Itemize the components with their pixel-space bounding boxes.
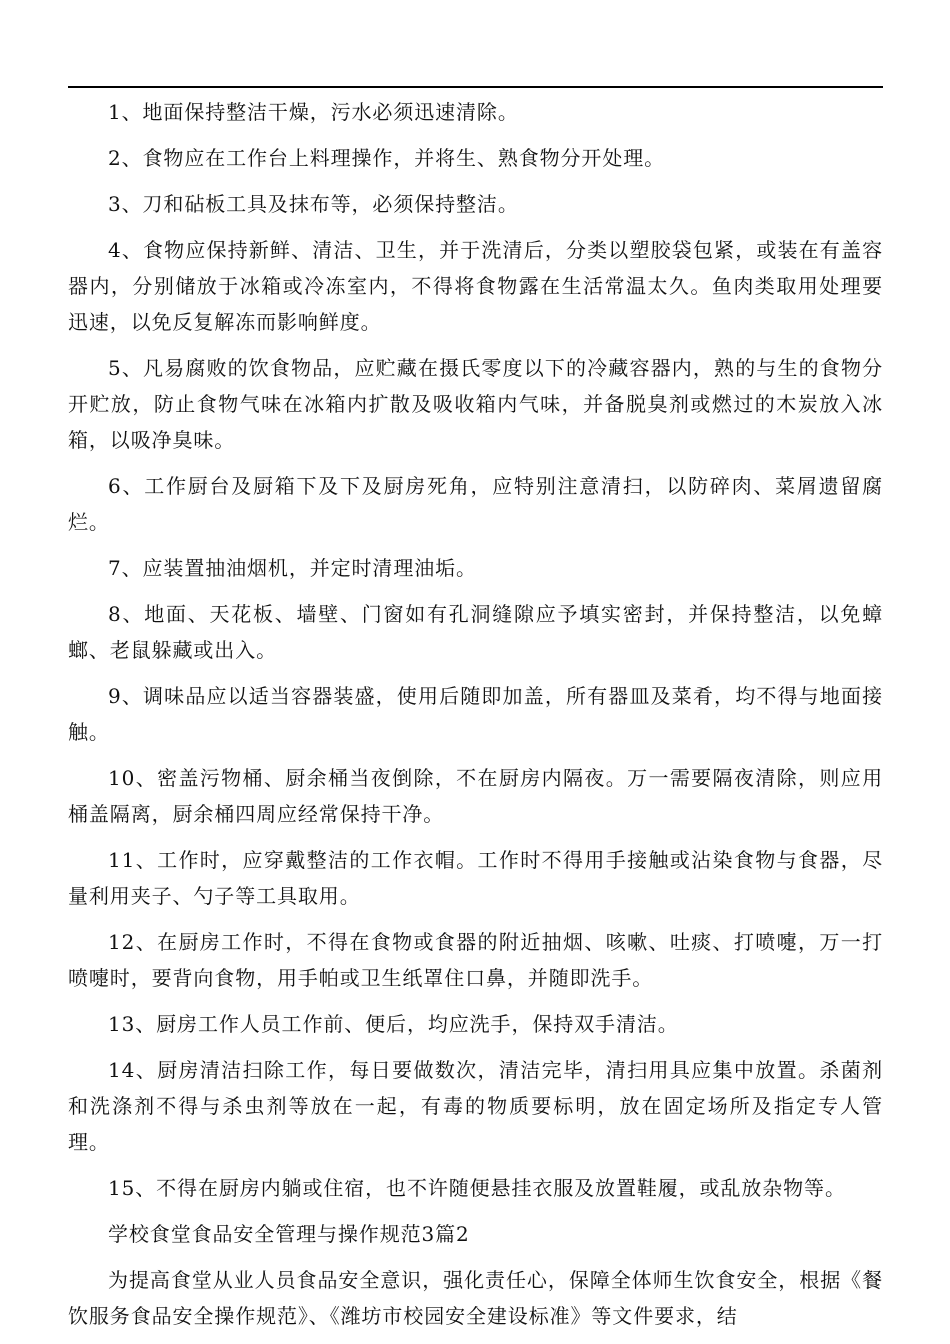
rule-item-4: 4、食物应保持新鲜、清洁、卫生，并于洗清后，分类以塑胶袋包紧，或装在有盖容器内，分别储放于冰箱或冷冻室内，不得将食物露在生活常温太久。鱼肉类取用处理要迅速，以免反复解冻而影响鲜度。 xyxy=(68,238,883,334)
rule-item-8: 8、地面、天花板、墙壁、门窗如有孔洞缝隙应予填实密封，并保持整洁，以免蟑螂、老鼠躲藏或出入。 xyxy=(68,602,883,662)
document-body xyxy=(68,94,883,1344)
rule-item-1: 1、地面保持整洁干燥，污水必须迅速清除。 xyxy=(108,100,519,124)
rule-item-5: 5、凡易腐败的饮食物品，应贮藏在摄氏零度以下的冷藏容器内，熟的与生的食物分开贮放，防止食物气味在冰箱内扩散及吸收箱内气味，并备脱臭剂或燃过的木炭放入冰箱，以吸净臭味。 xyxy=(68,356,883,452)
section-heading: 学校食堂食品安全管理与操作规范3篇2 xyxy=(108,1222,470,1246)
rule-item-2: 2、食物应在工作台上料理操作，并将生、熟食物分开处理。 xyxy=(108,146,666,170)
rule-item-7: 7、应装置抽油烟机，并定时清理油垢。 xyxy=(108,556,477,580)
rule-item-12: 12、在厨房工作时，不得在食物或食器的附近抽烟、咳嗽、吐痰、打喷嚏，万一打喷嚏时，要背向食物，用手帕或卫生纸罩住口鼻，并随即洗手。 xyxy=(68,930,883,990)
rule-item-9: 9、调味品应以适当容器装盛，使用后随即加盖，所有器皿及菜肴，均不得与地面接触。 xyxy=(68,684,883,744)
rule-item-11: 11、工作时，应穿戴整洁的工作衣帽。工作时不得用手接触或沾染食物与食器，尽量利用夹子、勺子等工具取用。 xyxy=(68,848,883,908)
rule-item-3: 3、刀和砧板工具及抹布等，必须保持整洁。 xyxy=(108,192,519,216)
rule-item-14: 14、厨房清洁扫除工作，每日要做数次，清洁完毕，清扫用具应集中放置。杀菌剂和洗涤剂不得与杀虫剂等放在一起，有毒的物质要标明，放在固定场所及指定专人管理。 xyxy=(68,1058,883,1154)
rule-item-6: 6、工作厨台及厨箱下及下及厨房死角，应特别注意清扫，以防碎肉、菜屑遗留腐烂。 xyxy=(68,474,883,534)
rule-item-10: 10、密盖污物桶、厨余桶当夜倒除，不在厨房内隔夜。万一需要隔夜清除，则应用桶盖隔离，厨余桶四周应经常保持干净。 xyxy=(68,766,883,826)
intro-paragraph: 为提高食堂从业人员食品安全意识，强化责任心，保障全体师生饮食安全，根据《餐饮服务食品安全操作规范》、《潍坊市校园安全建设标准》等文件要求，结 xyxy=(68,1268,883,1328)
rule-item-13: 13、厨房工作人员工作前、便后，均应洗手，保持双手清洁。 xyxy=(108,1012,679,1036)
rule-item-15: 15、不得在厨房内躺或住宿，也不许随便悬挂衣服及放置鞋履，或乱放杂物等。 xyxy=(108,1176,846,1200)
header-rule xyxy=(68,86,883,88)
